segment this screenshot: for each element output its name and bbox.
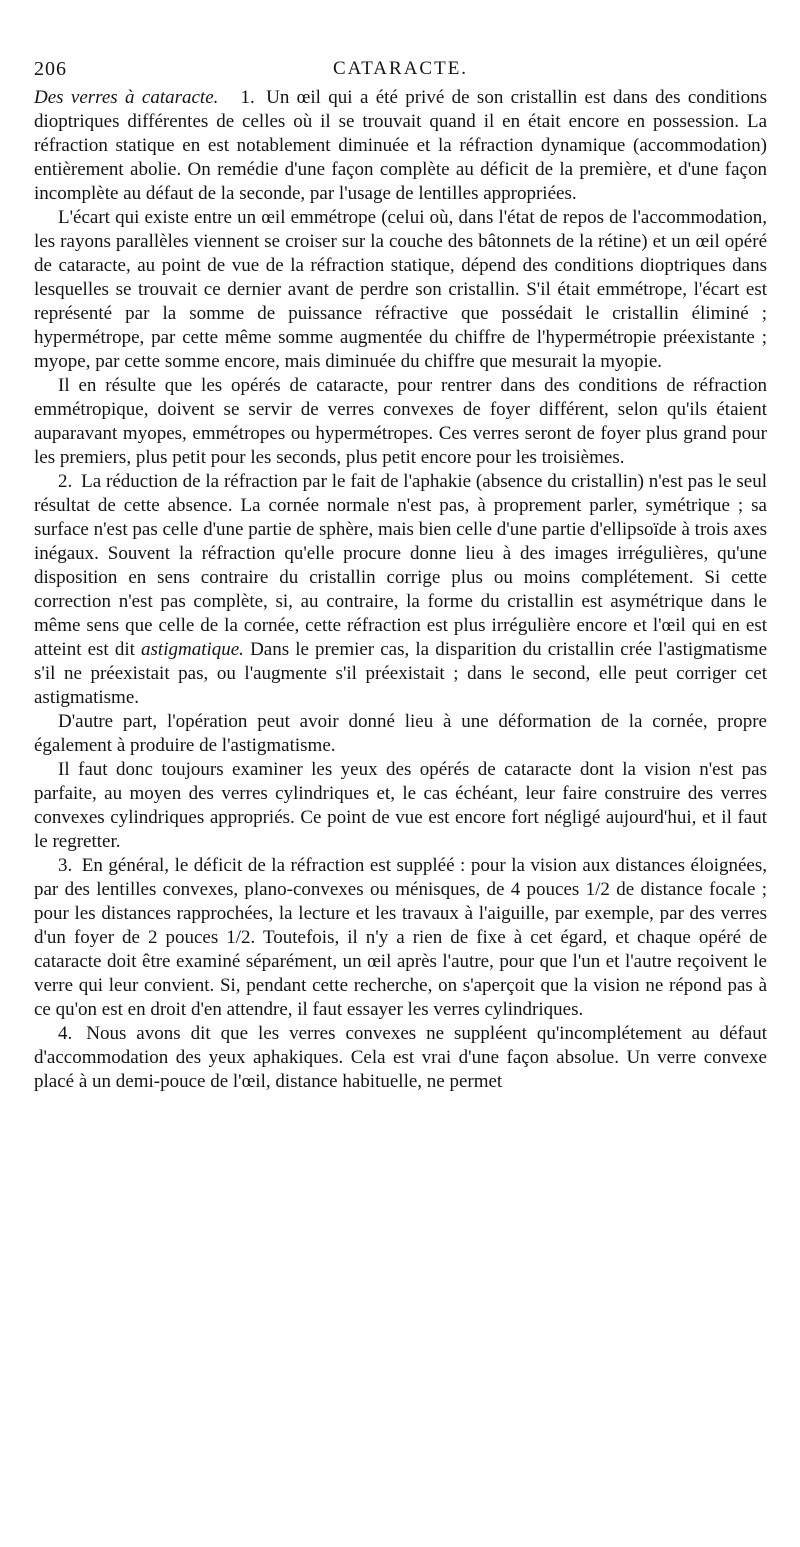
paragraph-6	[34, 758, 767, 854]
paragraph-8	[34, 1022, 767, 1094]
paragraph-number: 2.	[58, 471, 73, 492]
section-heading: Des verres à cataracte.	[34, 87, 219, 108]
paragraph-number: 1.	[240, 87, 255, 108]
paragraph-text: En général, le déficit de la réfraction est suppléé : pour la vision aux distances éloignées, par des lentilles convexes, plano-convexes ou ménisques, de 4 pouces 1/2 de distance focale ; pour les distances rapprochées, la lecture et les travaux à l'aiguille, par exemple, par des verres d'un foyer de 2 pouces 1/2. Toutefois, il n'y a rien de fixe à cet égard, et chaque opéré de cataracte doit être examiné séparément, un œil après l'autre, pour que l'un et l'autre reçoivent le verre qui leur convient. Si, pendant cette recherche, on s'aperçoit que la vision ne répond pas à ce qu'on est en droit d'en attendre, il faut essayer les verres cylindriques.	[34, 855, 768, 1020]
page-number: 206	[34, 58, 67, 80]
running-head	[34, 52, 767, 86]
paragraph-number: 4.	[58, 1023, 73, 1044]
paragraph-7	[34, 854, 767, 1022]
body-text	[34, 86, 767, 1094]
paragraph-text: Il faut donc toujours examiner les yeux des opérés de cataracte dont la vision n'est pas parfaite, au moyen des verres cylindriques et, le cas échéant, leur faire construire des verres convexes cylindriques appropriés. Ce point de vue est encore fort négligé aujourd'hui, et il faut le regretter.	[34, 759, 767, 852]
paragraph-text: L'écart qui existe entre un œil emmétrope (celui où, dans l'état de repos de l'accommodation, les rayons parallèles viennent se croiser sur la couche des bâtonnets de la rétine) et un œil opéré de cataracte, au point de vue de la réfraction statique, dépend des conditions dioptriques dans lesquelles se trouvait ce dernier avant de perdre son cristallin. S'il était emmétrope, l'écart est représenté par la somme de puissance réfractive que possédait le cristallin éliminé ; hypermétrope, par cette même somme augmentée du chiffre de l'hypermétropie préexistante ; myope, par cette somme encore, mais diminuée du chiffre que mesurait la myopie.	[34, 207, 767, 372]
paragraph-text: D'autre part, l'opération peut avoir donné lieu à une déformation de la cornée, propre également à produire de l'astigmatisme.	[34, 711, 767, 756]
paragraph-1	[34, 86, 767, 206]
paragraph-number: 3.	[58, 855, 73, 876]
paragraph-5	[34, 710, 767, 758]
paragraph-text: La réduction de la réfraction par le fait de l'aphakie (absence du cristallin) n'est pas le seul résultat de cette absence. La cornée normale n'est pas, à proprement parler, symétrique ; sa surface n'est pas celle d'une partie de sphère, mais bien celle d'une partie d'ellipsoïde à trois axes inégaux. Souvent la réfraction qu'elle procure donne lieu à des images irrégulières, qu'une disposition en sens contraire du cristallin corrige plus ou moins complétement. Si cette correction n'est pas complète, si, au contraire, la forme du cristallin est asymétrique dans le même sens que celle de la cornée, cette réfraction est plus irrégulière encore et l'œil qui en est atteint est dit	[34, 471, 767, 660]
paragraph-text: Un œil qui a été privé de son cristallin est dans des conditions dioptriques différentes de celles où il se trouvait quand il en était encore en possession. La réfraction statique en est notablement diminuée et la réfraction dynamique (accommodation) entièrement abolie. On remédie d'une façon complète au déficit de la première, et d'une façon incomplète au défaut de la seconde, par l'usage de lentilles appropriées.	[34, 87, 768, 204]
running-title: CATARACTE.	[332, 58, 469, 79]
paragraph-text-continued: Dans le premier cas, la disparition du cristallin crée l'astigmatisme s'il ne préexistait pas, ou l'augmente s'il préexistait ; dans le second, elle peut corriger cet astigmatisme.	[34, 639, 768, 708]
paragraph-3	[34, 374, 767, 470]
paragraph-text: Nous avons dit que les verres convexes ne suppléent qu'incomplétement au défaut d'accommodation des yeux aphakiques. Cela est vrai d'une façon absolue. Un verre convexe placé à un demi-pouce de l'œil, distance habituelle, ne permet	[34, 1023, 767, 1092]
paragraph-text: Il en résulte que les opérés de cataracte, pour rentrer dans des conditions de réfraction emmétropique, doivent se servir de verres convexes de foyer différent, selon qu'ils étaient auparavant myopes, emmétropes ou hypermétropes. Ces verres seront de foyer plus grand pour les premiers, plus petit pour les seconds, plus petit encore pour les troisièmes.	[34, 375, 767, 468]
paragraph-4	[34, 470, 767, 710]
italic-term: astigmatique.	[141, 639, 244, 660]
paragraph-2	[34, 206, 767, 374]
book-page	[34, 52, 767, 1094]
